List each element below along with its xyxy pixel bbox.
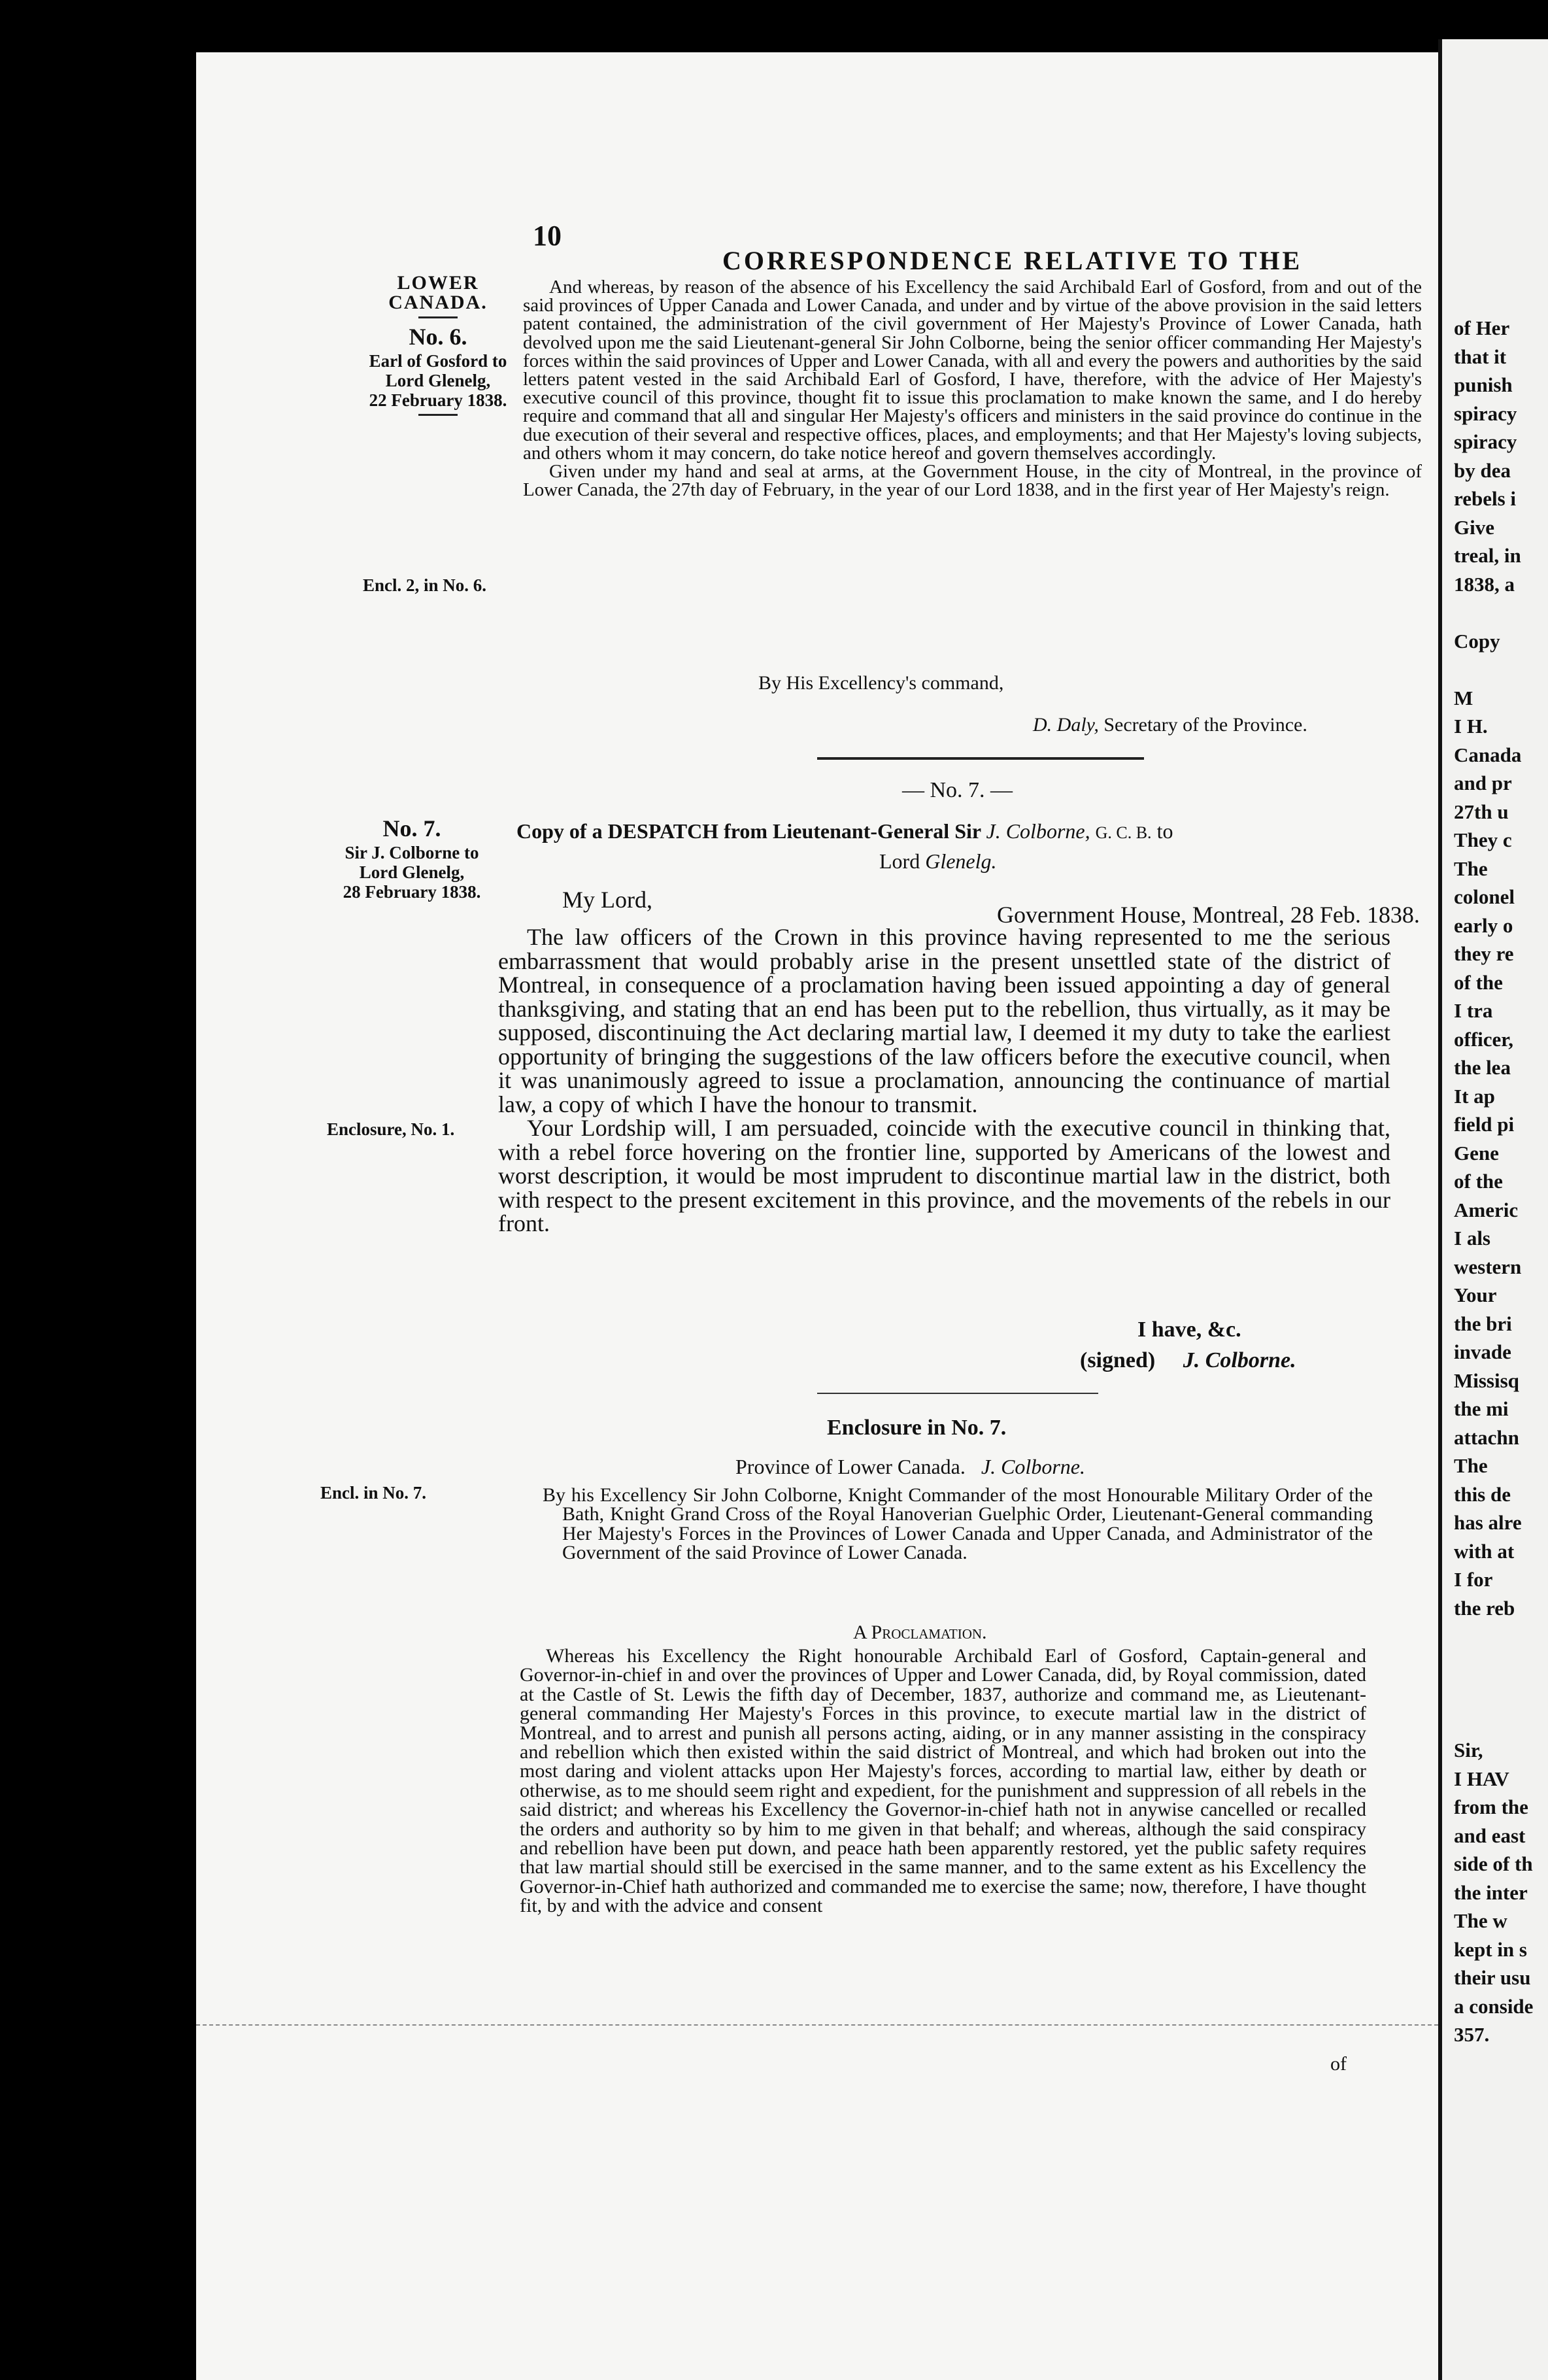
facing-page-line: Americ bbox=[1454, 1198, 1519, 1221]
despatch-title-recipient-pre: Lord bbox=[879, 849, 920, 873]
facing-page-line bbox=[1454, 598, 1533, 627]
facing-page-line: Canada bbox=[1454, 743, 1522, 766]
facing-page-line bbox=[1454, 1708, 1533, 1737]
page-number: 10 bbox=[533, 220, 562, 252]
margin-region-line1: LOWER bbox=[397, 272, 479, 294]
despatch-title-lead: Copy of a DESPATCH from Lieutenant-General Sir bbox=[516, 819, 981, 843]
despatch-paragraph-1: The law officers of the Crown in this province having represented to me the serious embarrassment that would probably arise in the present unsettled state of the district of Montreal, in consequence of a proclamation having been issued appointing a day of general thanksgiving, and stating that an end has been put to the rebellion, thus virtually, as it may be supposed, discontinuing the Act declaring martial law, I deemed it my duty to take the earliest opportunity of bringing the suggestions of the law officers before the executive council, when it was unanimously agreed to issue a proclamation, announcing the continuance of martial law, a copy of which I have the honour to transmit. bbox=[498, 924, 1390, 1117]
facing-page-line: I als bbox=[1454, 1227, 1490, 1250]
facing-page-line: kept in s bbox=[1454, 1937, 1527, 1961]
facing-page-line: with at bbox=[1454, 1539, 1515, 1563]
margin-date: 28 February 1838. bbox=[343, 882, 481, 902]
margin-to: Lord Glenelg, bbox=[359, 862, 465, 882]
margin-doc-number: No. 6. bbox=[409, 324, 467, 350]
despatch-place-date: Government House, Montreal, 28 Feb. 1838. bbox=[997, 902, 1420, 928]
despatch-title-recipient: Glenelg. bbox=[925, 849, 997, 873]
facing-page-line bbox=[1454, 655, 1533, 684]
facing-page-line: 27th u bbox=[1454, 800, 1509, 823]
facing-page-line: they re bbox=[1454, 942, 1514, 965]
facing-page-line bbox=[1454, 1622, 1533, 1651]
despatch-signer: J. Colborne. bbox=[1183, 1348, 1296, 1372]
facing-page-line: of the bbox=[1454, 1170, 1503, 1193]
facing-page-line: Gene bbox=[1454, 1141, 1499, 1164]
secretary-title: Secretary of the Province. bbox=[1103, 714, 1307, 736]
facing-page-line: and pr bbox=[1454, 772, 1512, 794]
facing-page-line: from the bbox=[1454, 1795, 1528, 1818]
facing-page-line: invade bbox=[1454, 1340, 1511, 1363]
margin-to: Lord Glenelg, bbox=[385, 371, 491, 390]
despatch-salutation: My Lord, bbox=[562, 887, 652, 913]
despatch-number: — No. 7. — bbox=[902, 778, 1013, 802]
margin-rule bbox=[418, 414, 458, 416]
facing-page-line: I for bbox=[1454, 1568, 1493, 1591]
proclamation-body: Whereas his Excellency the Right honourable Archibald Earl of Gosford, Captain-general and Governor-in-chief in and over the provinces of Upper and Lower Canada, did, by Royal commission, dated at the Castle of St. Lewis the fifth day of December, 1837, authorize and command me, as Lieutenant-general commanding Her Majesty's Forces in this province, to execute martial law in the district of Montreal, and to arrest and punish all persons acting, aiding, or in any manner assisting in the conspiracy and rebellion which then existed within the said district of Montreal, and which had broken out into the most daring and violent attacks upon Her Majesty's forces, according to martial law, either by death or otherwise, as to me should seem right and expedient, for the punishment and suppression of all rebels in the said district; and whereas his Excellency the Governor-in-chief hath not in anywise cancelled or recalled the orders and authority so by him to me given in that behalf; and whereas, although the said conspiracy and rebellion have been put down, and peace hath been apparently restored, yet the public safety requires that law martial should still be exercised in the same manner, and to the same extent as his Excellency the Governor-in-Chief hath authorized and commanded me to exercise the same; now, therefore, I have thought fit, by and with the advice and consent bbox=[520, 1645, 1366, 1917]
facing-page bbox=[1438, 39, 1548, 2380]
despatch-signature bbox=[1080, 1348, 1296, 1373]
facing-page-line: The bbox=[1454, 857, 1488, 880]
enclosure-preamble: By his Excellency Sir John Colborne, Knight Commander of the most Honourable Military Order of the Bath, Knight Grand Cross of the Royal Hanoverian Guelphic Order, Lieutenant-General commanding Her Majesty's Forces in the Provinces of Lower Canada and Upper Canada, and Administrator of the Government of the said Province of Lower Canada. bbox=[543, 1484, 1373, 1564]
facing-page-line: 1838, a bbox=[1454, 572, 1515, 596]
margin-enclosure-note: Enclosure, No. 1. bbox=[327, 1119, 455, 1139]
facing-page-line: officer, bbox=[1454, 1027, 1513, 1051]
despatch-signed-label: (signed) bbox=[1080, 1348, 1156, 1372]
facing-page-line: I tra bbox=[1454, 999, 1493, 1022]
facing-page-line: 357. bbox=[1454, 2023, 1490, 2046]
facing-page-line: I HAV bbox=[1454, 1767, 1509, 1790]
facing-page-line: Give bbox=[1454, 515, 1494, 539]
margin-region-line2: CANADA. bbox=[388, 292, 488, 313]
facing-page-line: the lea bbox=[1454, 1056, 1511, 1079]
margin-doc-number: No. 7. bbox=[382, 815, 441, 842]
secretary-name: D. Daly, bbox=[1033, 714, 1099, 736]
secretary-signature bbox=[1033, 714, 1307, 736]
proclamation-end-block bbox=[523, 278, 1422, 499]
facing-page-line: The w bbox=[1454, 1909, 1507, 1932]
facing-page-line: field pi bbox=[1454, 1113, 1515, 1136]
facing-page-line: spiracy bbox=[1454, 401, 1517, 425]
proclamation-heading: A Proclamation. bbox=[853, 1622, 987, 1643]
section-divider bbox=[817, 757, 1144, 760]
facing-page-line: Copy bbox=[1454, 629, 1500, 653]
facing-page-line: of Her bbox=[1454, 316, 1510, 339]
despatch-title-line1 bbox=[516, 817, 1173, 847]
margin-from: Sir J. Colborne to bbox=[345, 843, 479, 862]
facing-page-line: spiracy bbox=[1454, 430, 1517, 453]
facing-page-line: The bbox=[1454, 1454, 1488, 1477]
microfilm-fold-line bbox=[196, 2024, 1438, 2026]
facing-page-text bbox=[1454, 314, 1533, 2049]
facing-page-line: the bri bbox=[1454, 1312, 1512, 1335]
proclamation-end-paragraph: And whereas, by reason of the absence of his Excellency the said Archibald Earl of Gosford, from and out of the said provinces of Upper Canada and Lower Canada, and under and by virtue of the above provision in the said letters patent contained, the administration of the civil government of Her Majesty's Province of Lower Canada, hath devolved upon me the said Lieutenant-general Sir John Colborne, being the senior officer commanding Her Majesty's forces within the said provinces of Upper and Lower Canada, with all and every the powers and authorities by the said letters patent vested in the said Archibald Earl of Gosford, I have, therefore, with the advice of Her Majesty's executive council of this province, thought fit to issue this proclamation to make known the same, and I do hereby require and command that all and singular Her Majesty's officers and ministers in the said province do continue in the due execution of their several and respective offices, places, and employments; and that Her Majesty's loving subjects, and others whom it may concern, do take notice hereof and govern themselves accordingly. bbox=[523, 277, 1422, 464]
facing-page-line: Your bbox=[1454, 1284, 1497, 1306]
facing-page-line: the mi bbox=[1454, 1397, 1509, 1420]
margin-enclosure-note: Encl. 2, in No. 6. bbox=[363, 575, 487, 595]
facing-page-line: treal, in bbox=[1454, 544, 1521, 567]
facing-page-line: Sir, bbox=[1454, 1739, 1483, 1761]
facing-page-line bbox=[1454, 1679, 1533, 1708]
despatch-title-honours: G. C. B. bbox=[1095, 823, 1152, 842]
running-header: CORRESPONDENCE RELATIVE TO THE bbox=[722, 246, 1303, 275]
despatch-body bbox=[498, 925, 1390, 1236]
proclamation-given-paragraph: Given under my hand and seal at arms, at the Government House, in the city of Montreal, in the province of Lower Canada, the 27th day of February, in the year of our Lord 1838, and in the first year of Her Majesty's reign. bbox=[523, 461, 1422, 501]
facing-page-line bbox=[1454, 1651, 1533, 1680]
enclosure-province-line bbox=[735, 1455, 1085, 1479]
enclosure-heading: Enclosure in No. 7. bbox=[827, 1416, 1007, 1440]
by-command-line: By His Excellency's command, bbox=[758, 672, 1004, 694]
section-divider bbox=[817, 1393, 1098, 1394]
facing-page-line: the reb bbox=[1454, 1596, 1515, 1620]
facing-page-line: that it bbox=[1454, 345, 1507, 368]
facing-page-line: They c bbox=[1454, 828, 1512, 851]
margin-note-no6 bbox=[366, 273, 510, 420]
enclosure-preamble-block bbox=[543, 1486, 1373, 1563]
margin-enclosure-note: Encl. in No. 7. bbox=[320, 1483, 427, 1503]
margin-rule bbox=[418, 316, 458, 318]
facing-page-line: M bbox=[1454, 686, 1473, 709]
facing-page-line: punish bbox=[1454, 373, 1513, 396]
facing-page-line: the inter bbox=[1454, 1880, 1528, 1904]
facing-page-line: early o bbox=[1454, 913, 1513, 937]
facing-page-line: It ap bbox=[1454, 1084, 1495, 1108]
facing-page-line: rebels i bbox=[1454, 487, 1516, 510]
facing-page-line: their usu bbox=[1454, 1966, 1531, 1989]
despatch-title-name: J. Colborne, bbox=[986, 819, 1090, 843]
facing-page-line: attachn bbox=[1454, 1425, 1519, 1449]
proclamation-body-block bbox=[520, 1646, 1366, 1916]
despatch-closing: I have, &c. bbox=[1137, 1318, 1241, 1342]
facing-page-line: this de bbox=[1454, 1482, 1511, 1506]
facing-page-line: I H. bbox=[1454, 715, 1488, 738]
facing-page-line: and east bbox=[1454, 1824, 1526, 1847]
enclosure-province: Province of Lower Canada. bbox=[735, 1455, 966, 1478]
despatch-title-line2 bbox=[879, 847, 997, 875]
facing-page-line: colonel bbox=[1454, 885, 1515, 908]
facing-page-line: has alre bbox=[1454, 1511, 1522, 1534]
despatch-paragraph-2: Your Lordship will, I am persuaded, coincide with the executive council in thinking that, with a rebel force hovering on the frontier line, supported by Americans of the lowest and worst description, it would be most imprudent to discontinue martial law in the district, both with respect to the present excitement in this province, and the movements of the rebels in our front. bbox=[498, 1115, 1390, 1236]
facing-page-line: by dea bbox=[1454, 458, 1511, 482]
despatch-title-to: to bbox=[1156, 819, 1173, 843]
facing-page-line: Missisq bbox=[1454, 1368, 1519, 1392]
catchword: of bbox=[1330, 2053, 1347, 2075]
facing-page-line: western bbox=[1454, 1255, 1522, 1278]
margin-from: Earl of Gosford to bbox=[369, 351, 507, 371]
facing-page-line: of the bbox=[1454, 970, 1503, 994]
facing-page-line: side of th bbox=[1454, 1852, 1533, 1875]
margin-date: 22 February 1838. bbox=[369, 390, 507, 410]
margin-note-no7 bbox=[340, 814, 484, 902]
facing-page-line: a conside bbox=[1454, 1994, 1534, 2018]
enclosure-province-signer: J. Colborne. bbox=[981, 1455, 1085, 1478]
